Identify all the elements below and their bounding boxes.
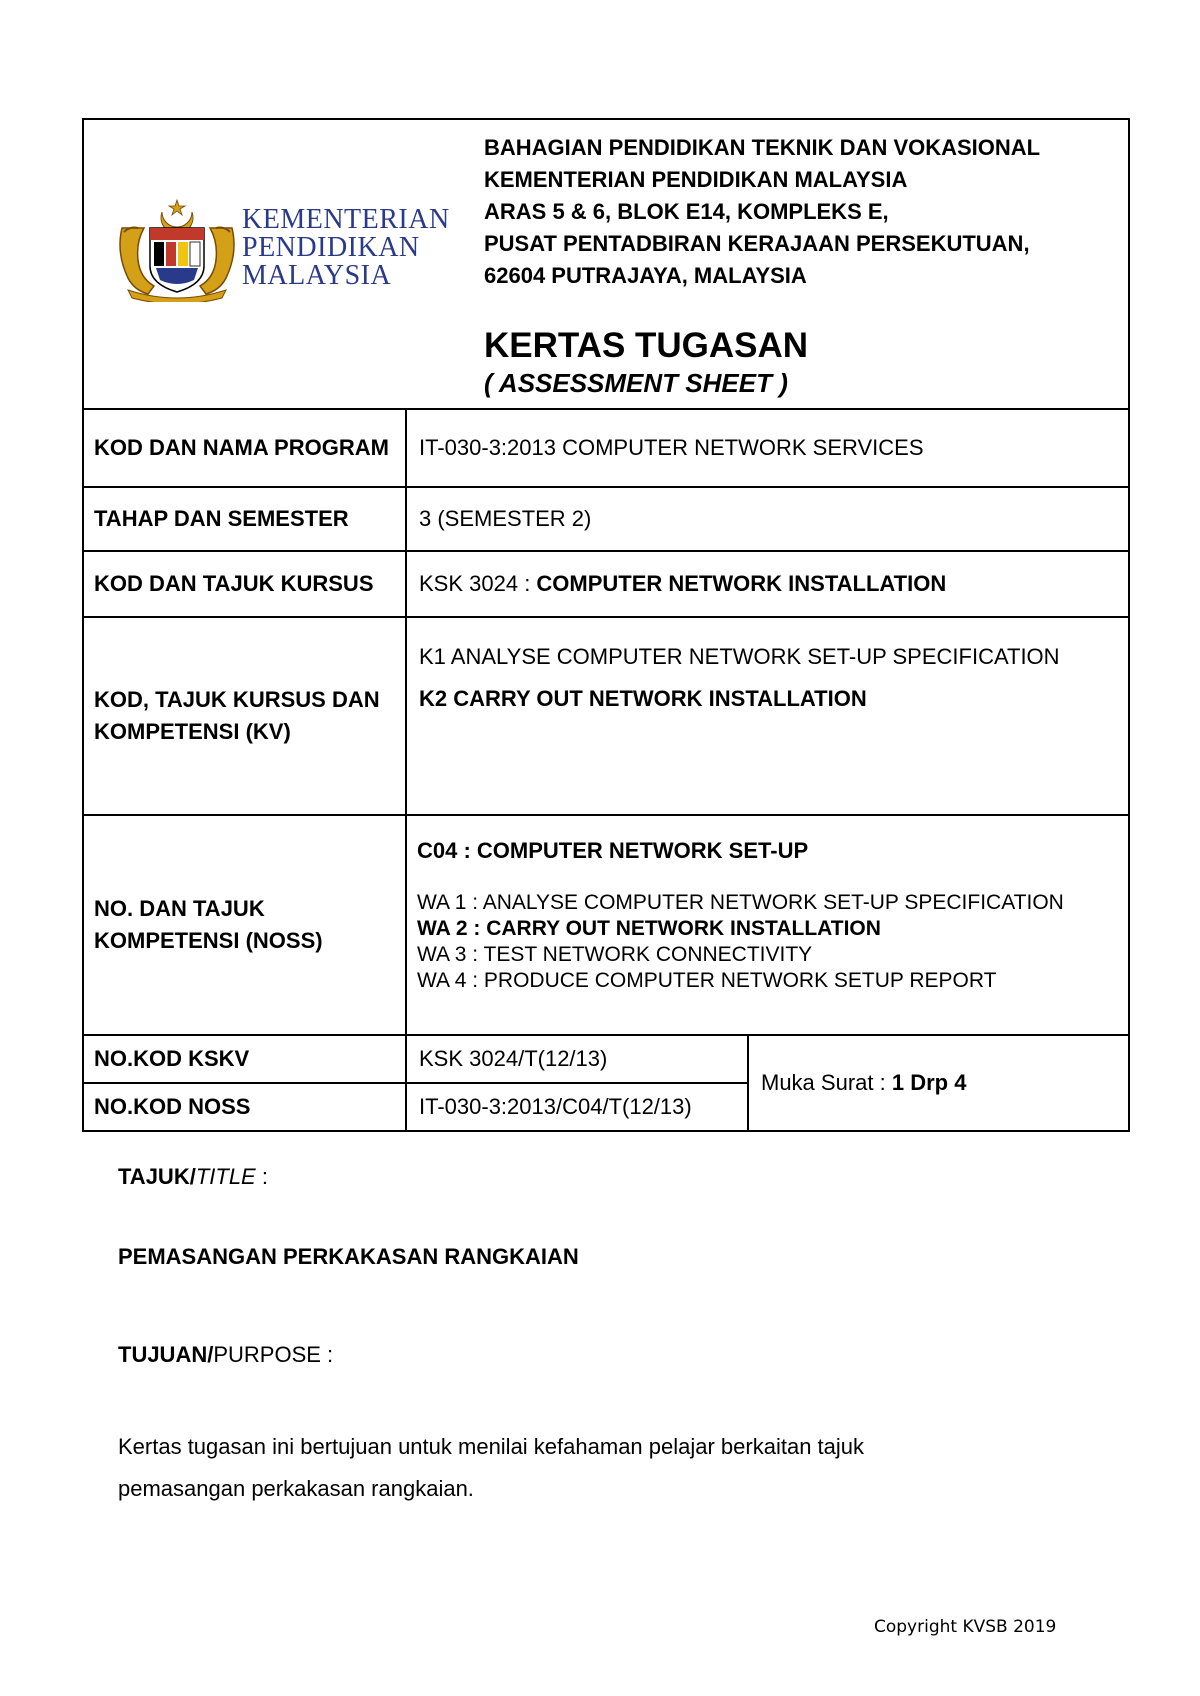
work-activity-1: WA 1 : ANALYSE COMPUTER NETWORK SET-UP SPECIFICATION [417, 891, 1064, 914]
tahap-label: TAHAP DAN SEMESTER [84, 488, 407, 550]
title-label-en: TITLE [195, 1164, 256, 1189]
work-activity-4: WA 4 : PRODUCE COMPUTER NETWORK SETUP REPORT [417, 969, 997, 992]
document-title-block [484, 326, 1040, 400]
ministry-logo [84, 120, 484, 408]
assessment-sheet [82, 118, 1130, 1132]
title-label: TAJUK/ [118, 1164, 196, 1189]
code-rows [84, 1036, 1128, 1130]
logo-line-1: KEMENTERIAN [242, 204, 450, 235]
title-colon: : [255, 1164, 268, 1189]
page-number-value: 1 Drp 4 [891, 1070, 967, 1095]
program-label-text: KOD DAN NAMA PROGRAM [94, 435, 389, 460]
row-noss [84, 1084, 749, 1130]
kompetensi-kv-label: KOD, TAJUK KURSUS DAN KOMPETENSI (KV) [84, 618, 407, 814]
kompetensi-noss-value [407, 816, 1128, 1034]
logo-line-2: PENDIDIKAN [242, 232, 420, 263]
row-kompetensi-noss [84, 816, 1128, 1036]
row-tahap [84, 488, 1128, 552]
purpose-line-2: pemasangan perkakasan rangkaian. [118, 1476, 474, 1501]
page-number-label: Muka Surat : [761, 1070, 892, 1095]
row-kursus [84, 552, 1128, 618]
kursus-code: KSK 3024 : [419, 571, 537, 596]
kv-competency-list [419, 636, 1116, 720]
kompetensi-noss-label: NO. DAN TAJUK KOMPETENSI (NOSS) [84, 816, 407, 1034]
noss-label: NO.KOD NOSS [84, 1084, 407, 1130]
page-number-cell [749, 1036, 1128, 1130]
document-title: KERTAS TUGASAN [484, 326, 809, 365]
kompetensi-kv-value [407, 618, 1128, 814]
address-line: PUSAT PENTADBIRAN KERAJAAN PERSEKUTUAN, [484, 231, 1030, 256]
kursus-label: KOD DAN TAJUK KURSUS [84, 552, 407, 616]
kursus-value [407, 552, 1128, 616]
title-heading [118, 1164, 268, 1190]
tahap-value: 3 (SEMESTER 2) [419, 506, 592, 531]
header-info [484, 120, 1040, 408]
address-line: 62604 PUTRAJAYA, MALAYSIA [484, 263, 807, 288]
address-line: BAHAGIAN PENDIDIKAN TEKNIK DAN VOKASIONAL [484, 135, 1041, 160]
purpose-line-1: Kertas tugasan ini bertujuan untuk menilai kefahaman pelajar berkaitan tajuk [118, 1434, 865, 1459]
row-program [84, 410, 1128, 488]
kskv-value: KSK 3024/T(12/13) [407, 1036, 749, 1082]
ministry-address [484, 120, 1040, 292]
code-rows-left [84, 1036, 749, 1130]
address-line: KEMENTERIAN PENDIDIKAN MALAYSIA [484, 167, 908, 192]
sheet-header [84, 120, 1128, 410]
document-subtitle: ( ASSESSMENT SHEET ) [484, 368, 788, 398]
work-activity-list [417, 890, 1064, 994]
logo-line-3: MALAYSIA [242, 260, 392, 291]
coat-of-arms-icon [114, 198, 240, 302]
purpose-label: TUJUAN/ [118, 1342, 214, 1367]
purpose-text [118, 1426, 864, 1510]
program-label-cell [84, 410, 407, 486]
kskv-label: NO.KOD KSKV [84, 1036, 407, 1082]
purpose-label-en: PURPOSE : [213, 1342, 334, 1367]
program-value: IT-030-3:2013 COMPUTER NETWORK SERVICES [419, 435, 924, 460]
kv-competency-k2: K2 CARRY OUT NETWORK INSTALLATION [419, 686, 867, 711]
noss-value: IT-030-3:2013/C04/T(12/13) [407, 1084, 749, 1130]
work-activity-3: WA 3 : TEST NETWORK CONNECTIVITY [417, 943, 813, 966]
work-activity-2: WA 2 : CARRY OUT NETWORK INSTALLATION [417, 917, 881, 940]
purpose-heading [118, 1342, 333, 1368]
ministry-logo-text [242, 206, 450, 290]
program-label [94, 432, 395, 464]
row-kompetensi-kv [84, 618, 1128, 816]
assignment-title: PEMASANGAN PERKAKASAN RANGKAIAN [118, 1244, 579, 1269]
copyright-footer: Copyright KVSB 2019 [874, 1617, 1057, 1637]
row-kskv [84, 1036, 749, 1084]
kursus-title: COMPUTER NETWORK INSTALLATION [536, 571, 947, 596]
kv-competency-k1: K1 ANALYSE COMPUTER NETWORK SET-UP SPECIFICATION [419, 644, 1060, 669]
address-line: ARAS 5 & 6, BLOK E14, KOMPLEKS E, [484, 199, 889, 224]
noss-competency-c04: C04 : COMPUTER NETWORK SET-UP [417, 838, 809, 863]
